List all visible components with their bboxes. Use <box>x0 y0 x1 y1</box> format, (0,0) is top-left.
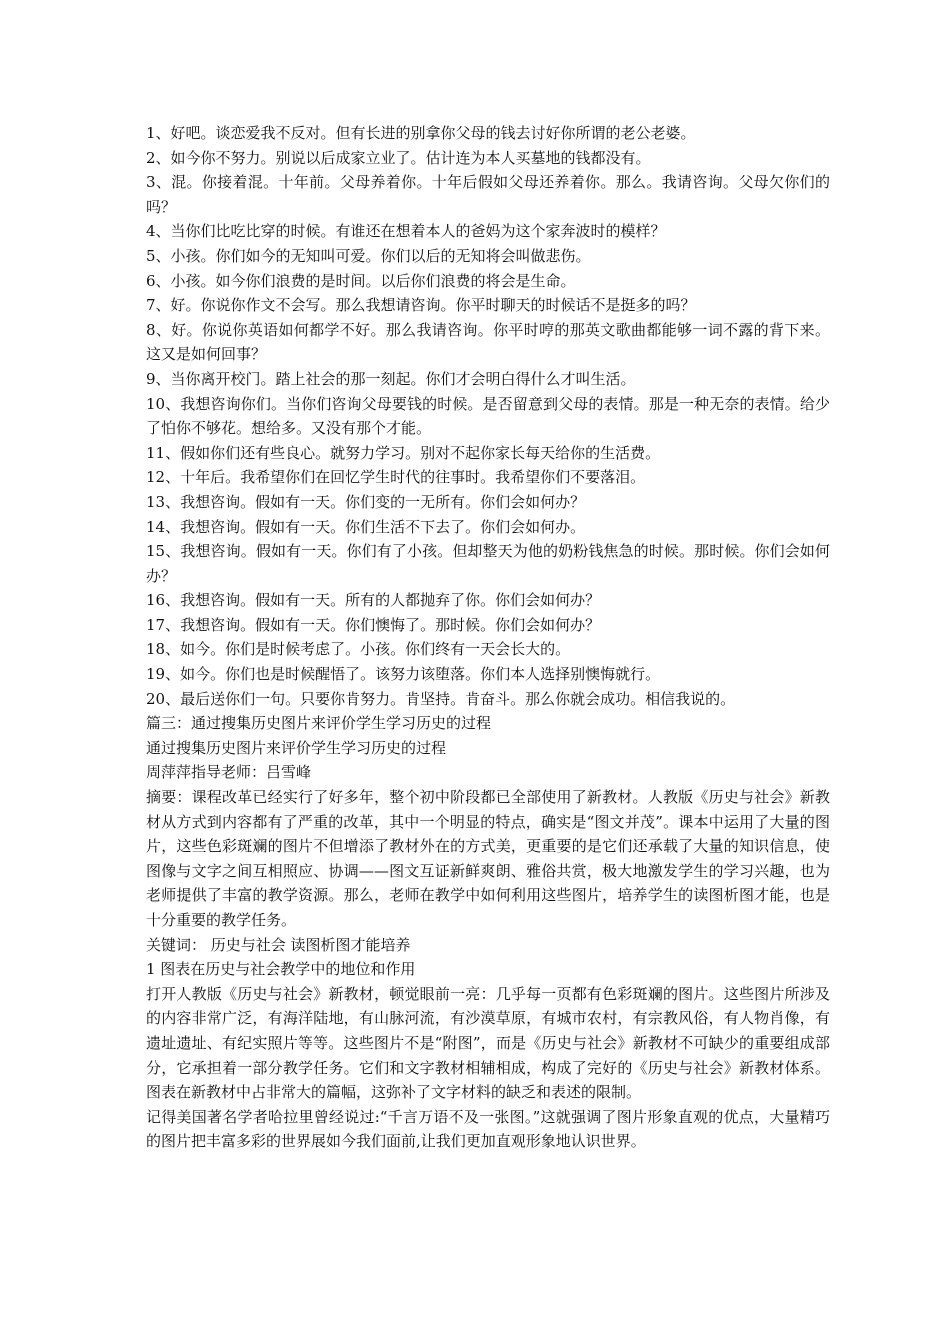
article-title: 通过搜集历史图片来评价学生学习历史的过程 <box>146 738 447 757</box>
paragraph-1: 1、好吧。谈恋爱我不反对。但有长进的别拿你父母的钱去讨好你所谓的老公老婆。 <box>146 124 696 142</box>
body-paragraph-1: 打开人教版《历史与社会》新教材，顿觉眼前一亮：几乎每一页都有色彩斑斓的图片。这些图片所涉及的内容非常广泛，有海洋陆地，有山脉河流，有沙漠草原，有城市农村，有宗教风俗，有人物肖像，有遗址遗址、有纪实照片等等。这些图片不是“附图”，而是《历史与社会》新教材不可缺少的重要组成部分，它承担着一部分教学任务。它们和文字教材相辅相成，构成了完好的《历史与社会》新教材体系。图表在新教材中占非常大的篇幅，这弥补了文字材料的缺乏和表述的限制。 <box>146 984 830 1102</box>
paragraph-11: 11、假如你们还有些良心。就努力学习。别对不起你家长每天给你的生活费。 <box>146 443 661 462</box>
paragraph-14: 14、我想咨询。假如有一天。你们生活不下去了。你们会如何办。 <box>146 517 586 536</box>
author-line: 周萍萍指导老师：吕雪峰 <box>146 763 312 782</box>
paragraph-3: 3、混。你接着混。十年前。父母养着你。十年后假如父母还养着你。那么。我请咨询。父母欠你们的吗？ <box>146 173 830 216</box>
abstract-paragraph: 摘要：课程改革已经实行了好多年，整个初中阶段都已全部使用了新教材。人教版《历史与社会》新教材从方式到内容都有了严重的改革，其中一个明显的特点，确实是“图文并茂”。课本中运用了大量的图片，这些色彩斑斓的图片不但增添了教材外在的方式美，更重要的是它们还承载了大量的知识信息，使图像与文字之间互相照应、协调——图文互证新鲜爽朗、雅俗共赏，极大地激发学生的学习兴趣，也为老师提供了丰富的教学资源。那么，老师在教学中如何利用这些图片，培养学生的读图析图才能，也是十分重要的教学任务。 <box>146 788 830 929</box>
paragraph-7: 7、好。你说你作文不会写。那么我想请咨询。你平时聊天的时候话不是挺多的吗？ <box>146 296 696 315</box>
paragraph-5: 5、小孩。你们如今的无知叫可爱。你们以后的无知将会叫做悲伤。 <box>146 246 591 265</box>
paragraph-15: 15、我想咨询。假如有一天。你们有了小孩。但却整天为他的奶粉钱焦急的时候。那时候。你们会如何办？ <box>146 542 830 585</box>
paragraph-4: 4、当你们比吃比穿的时候。有谁还在想着本人的爸妈为这个家奔波时的模样？ <box>146 222 666 241</box>
keywords-line: 关键词： 历史与社会 读图析图才能培养 <box>146 935 411 954</box>
paragraph-9: 9、当你离开校门。踏上社会的那一刻起。你们才会明白得什么才叫生活。 <box>146 369 636 388</box>
paragraph-19: 19、如今。你们也是时候醒悟了。该努力该堕落。你们本人选择别懊悔就行。 <box>146 665 661 684</box>
paragraph-6: 6、小孩。如今你们浪费的是时间。以后你们浪费的将会是生命。 <box>146 271 576 290</box>
paragraph-17: 17、我想咨询。假如有一天。你们懊悔了。那时候。你们会如何办？ <box>146 615 601 634</box>
paragraph-18: 18、如今。你们是时候考虑了。小孩。你们终有一天会长大的。 <box>146 640 571 659</box>
paragraph-20: 20、最后送你们一句。只要你肯努力。肯坚持。肯奋斗。那么你就会成功。相信我说的。 <box>146 689 736 708</box>
paragraph-10: 10、我想咨询你们。当你们咨询父母要钱的时候。是否留意到父母的表情。那是一种无奈的表情。给少了怕你不够花。想给多。又没有那个才能。 <box>146 394 830 438</box>
paragraph-16: 16、我想咨询。假如有一天。所有的人都抛弃了你。你们会如何办？ <box>146 591 601 610</box>
document-body <box>146 121 830 1154</box>
paragraph-13: 13、我想咨询。假如有一天。你们变的一无所有。你们会如何办？ <box>146 492 586 511</box>
section-heading: 篇三：通过搜集历史图片来评价学生学习历史的过程 <box>146 714 492 733</box>
paragraph-8: 8、好。你说你英语如何都学不好。那么我请咨询。你平时哼的那英文歌曲都能够一词不露的背下来。这又是如何回事？ <box>146 320 830 364</box>
paragraph-2: 2、如今你不努力。别说以后成家立业了。估计连为本人买墓地的钱都没有。 <box>146 148 651 167</box>
subsection-heading: 1 图表在历史与社会教学中的地位和作用 <box>146 960 416 979</box>
body-paragraph-2: 记得美国著名学者哈拉里曾经说过:“千言万语不及一张图。”这就强调了图片形象直观的优点，大量精巧的图片把丰富多彩的世界展如今我们面前,让我们更加直观形象地认识世界。 <box>146 1107 830 1151</box>
paragraph-12: 12、十年后。我希望你们在回忆学生时代的往事时。我希望你们不要落泪。 <box>146 468 646 487</box>
